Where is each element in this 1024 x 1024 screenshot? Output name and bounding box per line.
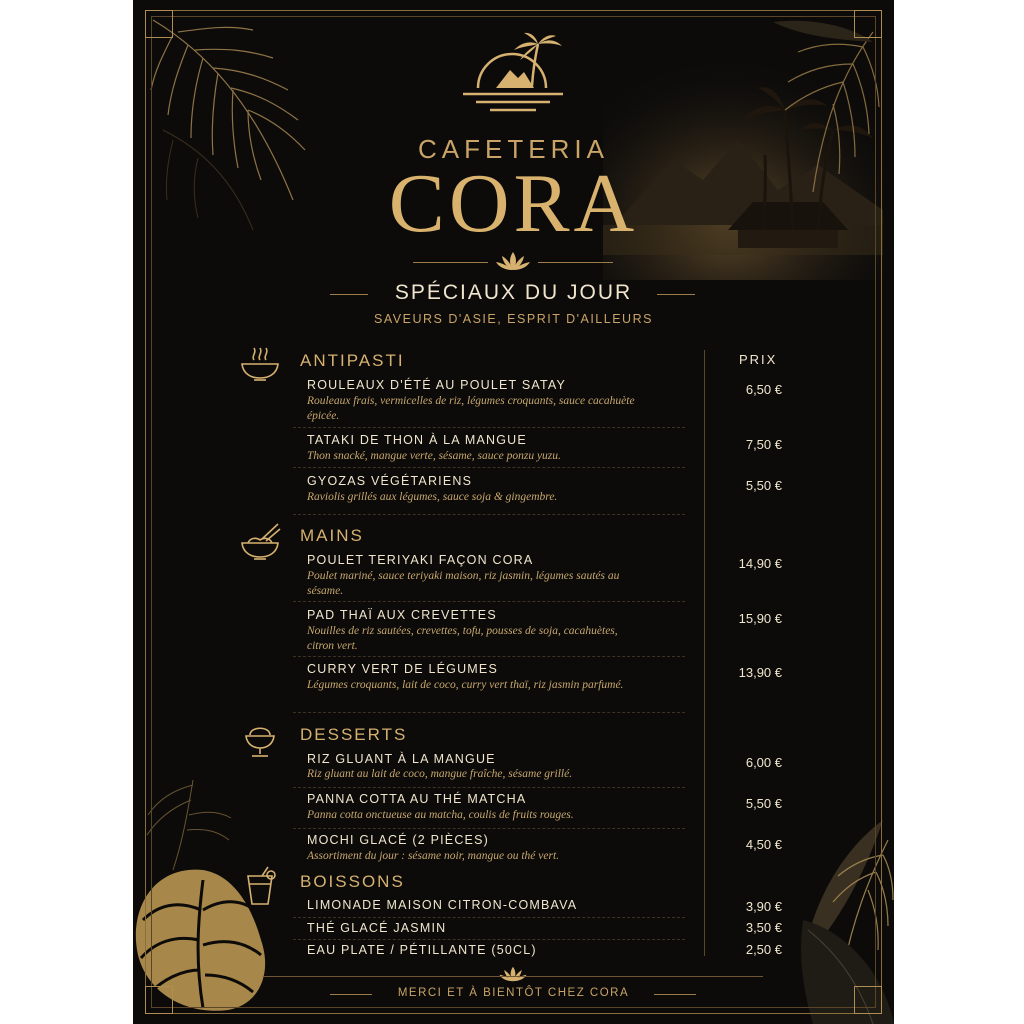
menu-item-price: 6,50 € — [745, 382, 782, 397]
item-separator — [293, 601, 685, 603]
menu-item-description: Légumes croquants, lait de coco, curry vert thaï, riz jasmin parfumé. — [307, 679, 624, 691]
menu-item-description: Rouleaux frais, vermicelles de riz, légumes croquants, sauce cacahuète épicée. — [307, 395, 635, 422]
page-subtitle: SAVEURS D'ASIE, ESPRIT D'AILLEURS — [374, 312, 653, 326]
menu-item-price: 15,90 € — [738, 611, 782, 626]
menu-item-description: Panna cotta onctueuse au matcha, coulis de fruits rouges. — [307, 809, 574, 821]
divider-left — [413, 262, 488, 263]
section-title-mains: MAINS — [300, 526, 364, 545]
menu-item-name: MOCHI GLACÉ (2 PIÈCES) — [307, 833, 489, 847]
divider-right — [538, 262, 613, 263]
footer-message: MERCI ET À BIENTÔT CHEZ CORA — [397, 987, 630, 999]
item-separator — [293, 467, 685, 469]
dessert-cup-icon — [238, 719, 282, 759]
menu-item-price: 14,90 € — [738, 556, 782, 571]
menu-item-name: ROULEAUX D'ÉTÉ AU POULET SATAY — [307, 378, 567, 392]
cocktail-glass-icon — [238, 866, 282, 906]
item-separator — [293, 427, 685, 429]
menu-item-name: PANNA COTTA AU THÉ MATCHA — [307, 792, 527, 806]
item-separator — [293, 828, 685, 830]
menu-item-name: PAD THAÏ AUX CREVETTES — [307, 608, 497, 622]
menu-item-description: Thon snacké, mangue verte, sésame, sauce ponzu yuzu. — [307, 450, 561, 462]
menu-item-price: 5,50 € — [745, 478, 782, 493]
menu-item-name: POULET TERIYAKI FAÇON CORA — [307, 553, 534, 567]
menu-item-name: TATAKI DE THON À LA MANGUE — [307, 433, 527, 447]
page-title: SPÉCIAUX DU JOUR — [394, 281, 633, 304]
item-separator — [293, 712, 685, 714]
menu-item-price: 13,90 € — [738, 665, 782, 680]
corner-ornament-top-left — [145, 10, 173, 38]
footer-rule — [263, 976, 763, 977]
brand-name: CORA — [388, 157, 639, 250]
brand-eyebrow: CAFETERIA — [418, 134, 609, 164]
menu-item-description: Riz gluant au lait de coco, mangue fraîche, sésame grillé. — [307, 768, 573, 780]
item-separator — [293, 787, 685, 789]
footer-rule-right — [654, 994, 696, 995]
section-title-antipasti: ANTIPASTI — [300, 351, 405, 370]
lotus-icon — [493, 250, 533, 272]
noodle-bowl-icon — [238, 521, 282, 561]
menu-item-price: 5,50 € — [745, 796, 782, 811]
corner-ornament-top-right — [854, 10, 882, 38]
section-title-desserts: DESSERTS — [300, 725, 408, 744]
menu-item-name: CURRY VERT DE LÉGUMES — [307, 662, 498, 676]
menu-item-description: Poulet mariné, sauce teriyaki maison, riz jasmin, légumes sautés au sésame. — [307, 570, 620, 597]
menu-item-price: 4,50 € — [745, 837, 782, 852]
menu-item-description: Raviolis grillés aux légumes, sauce soja & gingembre. — [307, 491, 558, 503]
menu-poster — [133, 0, 894, 1024]
menu-item-name: RIZ GLUANT À LA MANGUE — [307, 752, 496, 766]
menu-item-description: Nouilles de riz sautées, crevettes, tofu, pousses de soja, cacahuètes, citron vert. — [307, 625, 618, 652]
menu-item-price: 2,50 € — [745, 942, 782, 957]
item-separator — [293, 917, 685, 919]
footer-lotus-icon — [497, 965, 529, 983]
menu-item-price: 3,50 € — [745, 920, 782, 935]
price-column-divider — [704, 350, 705, 956]
menu-item-name: THÉ GLACÉ JASMIN — [307, 921, 447, 935]
menu-item-description: Assortiment du jour : sésame noir, mangue ou thé vert. — [307, 850, 560, 862]
item-separator — [293, 656, 685, 658]
menu-item-price: 6,00 € — [745, 755, 782, 770]
price-column-header: PRIX — [739, 352, 778, 367]
menu-item-name: LIMONADE MAISON CITRON-COMBAVA — [307, 898, 578, 912]
menu-item-name: EAU PLATE / PÉTILLANTE (50CL) — [307, 943, 537, 957]
item-separator — [293, 939, 685, 941]
section-title-boissons: BOISSONS — [300, 872, 405, 891]
sunset-palm-logo-icon — [458, 30, 568, 125]
soup-bowl-icon — [238, 342, 282, 382]
menu-item-price: 7,50 € — [745, 437, 782, 452]
menu-item-name: GYOZAS VÉGÉTARIENS — [307, 474, 473, 488]
title-rule-right — [657, 294, 695, 295]
item-separator — [293, 514, 685, 516]
menu-item-price: 3,90 € — [745, 899, 782, 914]
